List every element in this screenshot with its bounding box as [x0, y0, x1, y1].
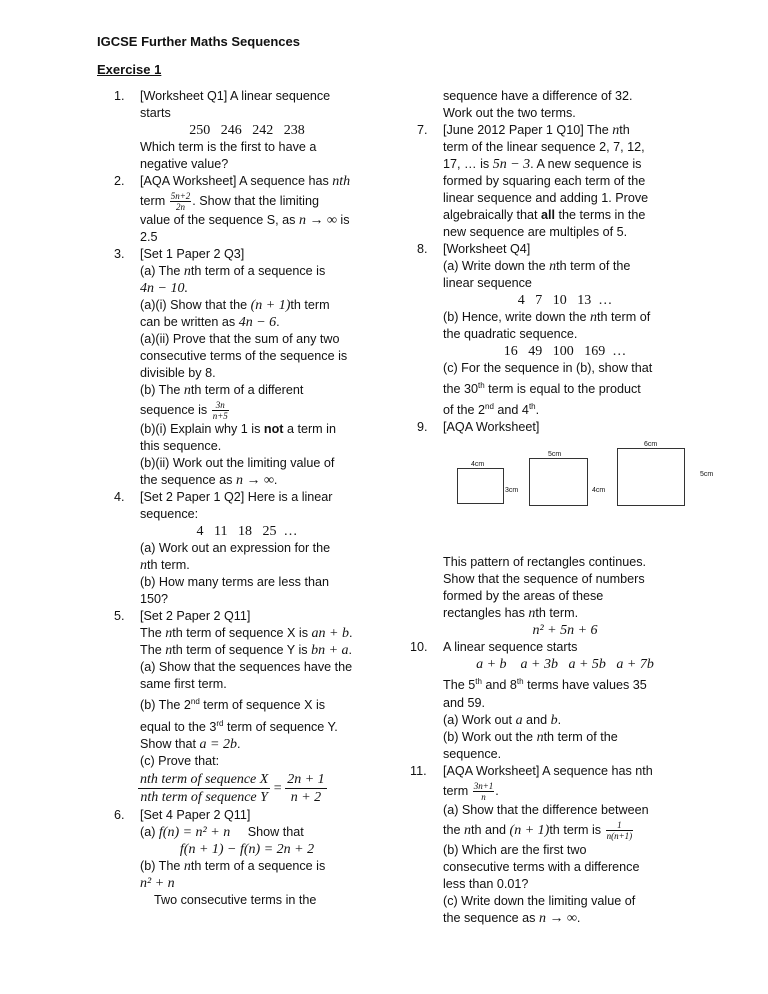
question-number: 3. — [114, 247, 125, 262]
question-number: 6. — [114, 807, 125, 822]
question-11: 11. [AQA Worksheet] A sequence has nth term $\frac{3n+1}{n}$ . (a) Show that the difference between the nth and (n + 1)th term is $\frac{1}{n(n+1)}$ (b) Which are the first two consecutive terms with a difference less than 0.01? (c) Write down the limiting value of the sequence as n → ∞. — [410, 763, 653, 926]
question-number: 2. — [114, 174, 125, 188]
question-1 — [114, 88, 354, 173]
fraction: $\frac{5n+2}{2n}$ — [170, 191, 191, 213]
fraction: $\frac{3n+1}{n}$ — [473, 780, 494, 802]
rect-1-height-label: 3cm — [505, 487, 519, 495]
question-text: [Set 1 Paper 2 Q3] — [140, 247, 245, 262]
rect-2-height-label: 4cm — [592, 487, 606, 495]
left-column — [114, 88, 354, 909]
rect-3-width-label: 6cm — [644, 441, 658, 449]
sequence-line: 16 49 100 169 … — [503, 344, 627, 359]
question-number: 10. — [410, 640, 428, 655]
question-text: Which term is the first to have a — [140, 140, 317, 154]
sequence-line: 250 246 242 238 — [189, 123, 305, 138]
question-9: 9. [AQA Worksheet] 4cm 3cm 5cm 4cm 6cm 5cm This pattern of rectangles continues. Show that the sequence of numbers formed by the areas of these rectangles has nth term. n² + 5n + 6 — [417, 420, 714, 639]
page-header: IGCSE Further Maths Sequences — [97, 34, 300, 49]
rect-1-width-label: 4cm — [471, 461, 485, 469]
fraction: $\frac{1}{n(n+1)}$ — [606, 819, 633, 841]
question-text: negative value? — [140, 157, 229, 171]
fraction: $\frac{3n}{n+5}$ — [212, 400, 228, 422]
math-line: n² + 5n + 6 — [532, 623, 598, 639]
question-6-continued: sequence have a difference of 32. Work out the two terms. — [443, 89, 633, 120]
question-10: 10. A linear sequence starts a + b a + 3b a + 5b a + 7b The 5th and 8th terms have values 35 and 59. (a) Work out a and b. (b) Work out the nth term of the sequence. — [417, 639, 687, 762]
right-column — [410, 88, 714, 927]
question-number: 9. — [417, 420, 428, 435]
rect-2-width-label: 5cm — [548, 451, 562, 459]
question-2: 2. [AQA Worksheet] A sequence has nth term $\frac{5n+2}{2n}$ . Show that the limiting value of the sequence S, as n → ∞ is 2.5 — [114, 173, 354, 246]
question-number: 5. — [114, 609, 125, 624]
question-number: 7. — [417, 123, 428, 137]
question-7: 7. [June 2012 Paper 1 Q10] The nth term of the linear sequence 2, 7, 12, 17, … is 5n − 3. A new sequence is formed by squaring each term of the linear sequence and adding 1. Prove algebraically that all the terms in the new sequence are multiples of 5. — [417, 123, 649, 239]
question-text: value of the sequence S, as — [140, 213, 299, 228]
rect-3-height-label: 5cm — [700, 471, 714, 479]
sequence-line: 4 7 10 13 … — [517, 293, 613, 308]
exercise-title: Exercise 1 — [97, 62, 162, 77]
question-8: 8. [Worksheet Q4] (a) Write down the nth term of the linear sequence 4 7 10 13 … (b) Hence, write down the nth term of the quadratic sequence. 16 49 100 169 … (c) For the sequence in (b), show that the 30th term is equal to the product of the 2nd and 4th. — [417, 241, 687, 419]
rectangle-2 — [529, 458, 588, 506]
question-text: . Show that the limiting — [192, 194, 319, 208]
question-number: 8. — [417, 242, 428, 256]
sequence-line: a + b a + 3b a + 5b a + 7b — [476, 657, 654, 673]
question-text: term — [140, 194, 169, 208]
rectangle-1 — [457, 468, 504, 504]
question-text: [AQA Worksheet] A sequence has — [140, 174, 333, 188]
question-number: 11. — [410, 763, 427, 778]
question-4: 4. [Set 2 Paper 1 Q2] Here is a linear sequence: 4 11 18 25 … (a) Work out an expression for the nth term. (b) How many terms are less than 150? — [114, 489, 354, 608]
math-inline: n → ∞ — [298, 213, 337, 229]
rectangle-3 — [617, 448, 685, 506]
question-6: 6. [Set 4 Paper 2 Q11] (a) f(n) = n² + n Show that f(n + 1) − f(n) = 2n + 2 (b) The nth term of a sequence is n² + n Two consecutive terms in the — [114, 807, 326, 907]
question-text: starts — [140, 106, 171, 120]
question-text: [Worksheet Q1] A linear sequence — [140, 89, 331, 103]
math-inline: nth — [332, 174, 351, 189]
question-number: 4. — [114, 490, 125, 505]
question-5: 5. [Set 2 Paper 2 Q11] The nth term of sequence X is an + b. The nth term of sequence Y is bn + a. (a) Show that the sequences have the same first term. (b) The 2nd term of sequence X is equal to the 3rd term of sequence Y. Show that a = 2b. (c) Prove that: $\frac{\text{nth term of sequence X}}{\text{nth term of sequence Y}}$ = $\frac{2n + 1}{n + 2}$ — [114, 609, 353, 805]
ratio-equation: $\frac{\text{nth term of sequence X}}{\text{nth term of sequence Y}}$ = $\frac{2n + 1}{n + 2}$ — [140, 771, 325, 805]
sequence-line: 4 11 18 25 … — [196, 524, 298, 540]
math-line: 4n − 10. — [140, 281, 188, 297]
question-text: 2.5 — [140, 230, 158, 245]
question-3: 3. [Set 1 Paper 2 Q3] (a) The nth term of a sequence is 4n − 10. (a)(i) Show that the (n + 1)th term can be written as 4n − 6. (a)(ii) Prove that the sum of any two consecutive terms of the sequence is divisible by 8. (b) The nth term of a different sequence is $\frac{3n}{n+5}$ (b)(i) Explain why 1 is not a term in this sequence. (b)(ii) Work out the limiting value of the sequence as n → ∞. — [114, 246, 354, 489]
question-number: 1. — [114, 89, 125, 103]
